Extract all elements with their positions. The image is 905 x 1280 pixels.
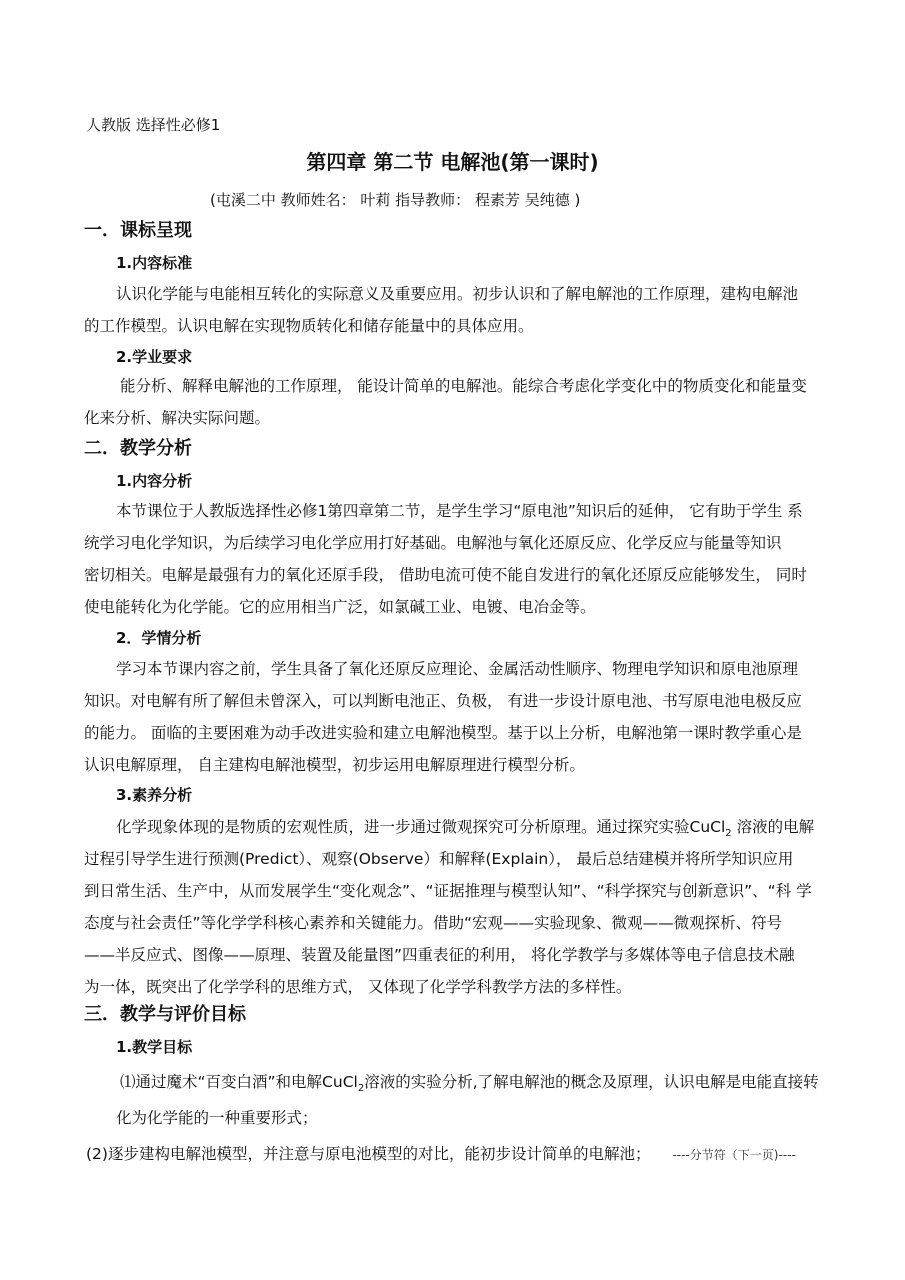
paragraph-line: 的工作模型。认识电解在实现物质转化和储存能量中的具体应用。 [84,317,534,335]
paragraph-line: 化来分析、解决实际问题。 [84,409,271,427]
paragraph-line: 密切相关。电解是最强有力的氧化还原手段， 借助电流可使不能自发进行的氧化还原反应能够发生， 同时 [84,566,807,584]
paragraph-line: 认识化学能与电能相互转化的实际意义及重要应用。初步认识和了解电解池的工作原理，建构电解池 [116,285,799,303]
paragraph-line: 使电能转化为化学能。它的应用相当广泛，如氯碱工业、电镀、电冶金等。 [84,598,596,616]
page-title: 第四章 第二节 电解池(第一课时) [306,150,599,174]
paragraph-line: 学习本节课内容之前，学生具备了氧化还原反应理论、金属活动性顺序、物理电学知识和原电池原理 [116,660,799,678]
subheading-teaching-goals: 1.教学目标 [116,1038,193,1056]
paragraph-line: ——半反应式、图像——原理、装置及能量图”四重表征的利用， 将化学教学与多媒体等电子信息技术融 [84,946,795,964]
section-heading-1: 一．课标呈现 [84,220,192,241]
subheading-literacy-analysis: 3.素养分析 [116,786,193,804]
paragraph-line: 为一体，既突出了化学学科的思维方式， 又体现了化学学科教学方法的多样性。 [84,978,632,996]
paragraph-line: 态度与社会责任”等化学学科核心素养和关键能力。借助“宏观——实验现象、微观——微观探析、符号 [84,914,783,932]
paragraph-line: 的能力。 面临的主要困难为动手改进实验和建立电解池模型。基于以上分析，电解池第一课时教学重心是 [84,724,802,742]
section-break-marker: ----分节符（下一页)---- [672,1148,796,1162]
paragraph-line: 本节课位于人教版选择性必修1第四章第二节，是学生学习“原电池”知识后的延伸， 它有助于学生 系 [116,502,803,520]
paragraph-line: 过程引导学生进行预测(Predict）、观察(Observe）和解释(Explain）， 最后总结建模并将所学知识应用 [84,850,794,868]
paragraph-line: 到日常生活、生产中，从而发展学生“变化观念”、“证据推理与模型认知”、“科学探究与创新意识”、“科 学 [84,882,812,900]
goal-line: (2)逐步建构电解池模型，并注意与原电池模型的对比，能初步设计简单的电解池； ----分节符（下一页)---- [86,1145,796,1163]
subheading-content-analysis: 1.内容分析 [116,472,193,490]
edition-label: 人教版 选择性必修1 [86,116,221,134]
subheading-learner-analysis: 2．学情分析 [116,629,202,647]
section-heading-2: 二．教学分析 [84,438,192,459]
paragraph-line: 能分析、解释电解池的工作原理， 能设计简单的电解池。能综合考虑化学变化中的物质变化和能量变 [120,377,807,395]
subheading-requirements: 2.学业要求 [116,348,193,366]
author-line: (屯溪二中 教师姓名： 叶莉 指导教师： 程素芳 吴纯德 ) [210,191,581,209]
paragraph-line: 统学习电化学知识，为后续学习电化学应用打好基础。电解池与氧化还原反应、化学反应与能量等知识 [84,534,782,552]
section-heading-3: 三．教学与评价目标 [84,1004,246,1025]
paragraph-line: 化学现象体现的是物质的宏观性质，进一步通过微观探究可分析原理。通过探究实验CuCl$_2$ 溶液的电解 [116,818,815,840]
subheading-content-standard: 1.内容标准 [116,254,193,272]
goal-line: 化为化学能的一种重要形式； [116,1109,318,1127]
goal-line: ⑴通过魔术“百变白酒”和电解CuCl$_2$溶液的实验分析,了解电解池的概念及原理，认识电解是电能直接转 [120,1073,819,1095]
paragraph-line: 知识。对电解有所了解但未曾深入，可以判断电池正、负极， 有进一步设计原电池、书写原电池电极反应 [84,692,802,710]
paragraph-line: 认识电解原理， 自主建构电解池模型，初步运用电解原理进行模型分析。 [84,756,585,774]
